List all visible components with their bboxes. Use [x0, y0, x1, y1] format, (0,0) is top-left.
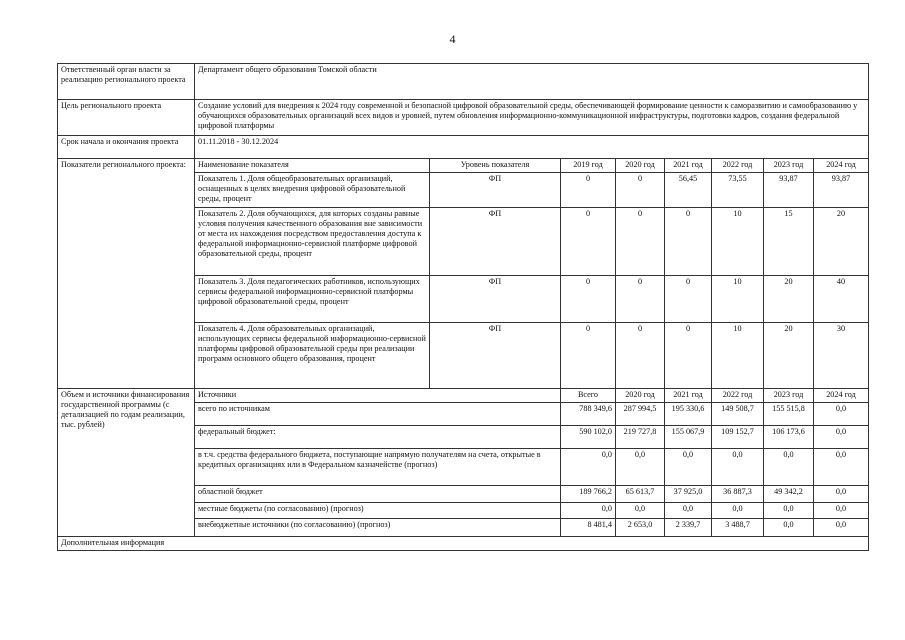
- financing-header-year: 2021 год: [665, 389, 712, 403]
- financing-value: 788 349,6: [561, 403, 616, 426]
- financing-source: в т.ч. средства федерального бюджета, поступающие напрямую получателям на счета, открытые в кредитных организациях или в Федеральном казначействе (прогноз): [195, 449, 561, 486]
- project-passport-table: [57, 63, 869, 551]
- indicator-value: 0: [616, 208, 665, 276]
- indicators-header-level: Уровень показателя: [430, 159, 561, 173]
- indicator-value: 0: [616, 276, 665, 323]
- financing-header-row: [58, 389, 869, 403]
- indicator-value: 93,87: [814, 173, 869, 208]
- financing-source: областной бюджет: [195, 486, 561, 503]
- indicators-label: Показатели регионального проекта:: [58, 159, 195, 389]
- financing-value: 0,0: [561, 503, 616, 519]
- indicator-name: Показатель 3. Доля педагогических работников, использующих сервисы федеральной информационно-сервисной платформы цифровой образовательной среды, процент: [195, 276, 430, 323]
- financing-value: 0,0: [712, 449, 764, 486]
- period-label: Срок начала и окончания проекта: [58, 136, 195, 159]
- financing-value: 0,0: [764, 503, 814, 519]
- indicators-header-name: Наименование показателя: [195, 159, 430, 173]
- indicator-value: 0: [561, 208, 616, 276]
- goal-label: Цель регионального проекта: [58, 100, 195, 136]
- financing-value: 65 613,7: [616, 486, 665, 503]
- indicators-header-year: 2023 год: [764, 159, 814, 173]
- financing-value: 590 102,0: [561, 426, 616, 449]
- page-number: 4: [449, 32, 456, 46]
- indicator-value: 0: [616, 173, 665, 208]
- indicator-value: 0: [665, 323, 712, 389]
- indicator-value: 40: [814, 276, 869, 323]
- financing-value: 0,0: [616, 503, 665, 519]
- financing-header-total: Всего: [561, 389, 616, 403]
- financing-value: 189 766,2: [561, 486, 616, 503]
- indicator-name: Показатель 1. Доля общеобразовательных организаций, оснащенных в целях внедрения цифровой образовательной среды, процент: [195, 173, 430, 208]
- financing-value: 36 887,3: [712, 486, 764, 503]
- indicator-value: 0: [665, 276, 712, 323]
- indicator-value: 0: [616, 323, 665, 389]
- financing-value: 0,0: [764, 449, 814, 486]
- indicator-value: 20: [764, 323, 814, 389]
- responsible-value: Департамент общего образования Томской области: [195, 64, 869, 100]
- indicator-value: 0: [561, 276, 616, 323]
- financing-value: 106 173,6: [764, 426, 814, 449]
- financing-value: 2 653,0: [616, 519, 665, 537]
- indicator-value: 20: [764, 276, 814, 323]
- financing-value: 49 342,2: [764, 486, 814, 503]
- indicator-value: 56,45: [665, 173, 712, 208]
- additional-info-label: Дополнительная информация: [58, 537, 869, 551]
- indicators-header-year: 2019 год: [561, 159, 616, 173]
- financing-value: 37 925,0: [665, 486, 712, 503]
- financing-header-year: 2020 год: [616, 389, 665, 403]
- indicator-value: 30: [814, 323, 869, 389]
- financing-value: 0,0: [561, 449, 616, 486]
- indicators-header-row: [58, 159, 869, 173]
- indicator-value: 10: [712, 323, 764, 389]
- indicator-value: 0: [561, 323, 616, 389]
- indicator-value: 10: [712, 276, 764, 323]
- financing-header-source: Источники: [195, 389, 561, 403]
- financing-header-year: 2023 год: [764, 389, 814, 403]
- financing-value: 8 481,4: [561, 519, 616, 537]
- financing-value: 0,0: [814, 519, 869, 537]
- goal-row: [58, 100, 869, 136]
- financing-value: 149 508,7: [712, 403, 764, 426]
- goal-value: Создание условий для внедрения к 2024 году современной и безопасной цифровой образовательной среды, обеспечивающей формирование ценности к саморазвитию и самообразованию у обучающихся образовательных организаций всех видов и уровней, путем обновления информационно-коммуникационной инфраструктуры, подготовки кадров, создания федеральной цифровой платформы: [195, 100, 869, 136]
- financing-source: федеральный бюджет:: [195, 426, 561, 449]
- financing-value: 0,0: [665, 503, 712, 519]
- financing-source: местные бюджеты (по согласованию) (прогноз): [195, 503, 561, 519]
- indicators-header-year: 2022 год: [712, 159, 764, 173]
- financing-value: 287 994,5: [616, 403, 665, 426]
- additional-info-row: [58, 537, 869, 551]
- indicator-value: 0: [665, 208, 712, 276]
- financing-value: 219 727,8: [616, 426, 665, 449]
- indicator-name: Показатель 2. Доля обучающихся, для которых созданы равные условия получения качественного образования вне зависимости от места их нахождения посредством предоставления доступа к федеральной информационно-сервисной платформе цифровой образовательной среды, процент: [195, 208, 430, 276]
- indicator-level: ФП: [430, 208, 561, 276]
- financing-value: 0,0: [814, 486, 869, 503]
- financing-value: 0,0: [712, 503, 764, 519]
- indicators-header-year: 2024 год: [814, 159, 869, 173]
- financing-value: 0,0: [665, 449, 712, 486]
- indicator-value: 93,87: [764, 173, 814, 208]
- financing-header-year: 2022 год: [712, 389, 764, 403]
- financing-value: 155 067,9: [665, 426, 712, 449]
- financing-value: 3 488,7: [712, 519, 764, 537]
- financing-value: 195 330,6: [665, 403, 712, 426]
- financing-source: внебюджетные источники (по согласованию) (прогноз): [195, 519, 561, 537]
- financing-value: 0,0: [814, 403, 869, 426]
- indicator-name: Показатель 4. Доля образовательных организаций, использующих сервисы федеральной информационно-сервисной платформы цифровой образовательной среды при реализации программ основного общего образования, процент: [195, 323, 430, 389]
- indicator-value: 20: [814, 208, 869, 276]
- period-row: [58, 136, 869, 159]
- responsible-row: [58, 64, 869, 100]
- financing-source: всего по источникам: [195, 403, 561, 426]
- financing-header-year: 2024 год: [814, 389, 869, 403]
- indicators-header-year: 2020 год: [616, 159, 665, 173]
- indicators-header-year: 2021 год: [665, 159, 712, 173]
- indicator-value: 0: [561, 173, 616, 208]
- financing-label: Объем и источники финансирования государственной программы (с детализацией по годам реализации, тыс. рублей): [58, 389, 195, 537]
- financing-value: 155 515,8: [764, 403, 814, 426]
- indicator-value: 10: [712, 208, 764, 276]
- financing-value: 0,0: [814, 503, 869, 519]
- financing-value: 0,0: [616, 449, 665, 486]
- financing-value: 0,0: [814, 426, 869, 449]
- indicator-value: 15: [764, 208, 814, 276]
- financing-value: 2 339,7: [665, 519, 712, 537]
- responsible-label: Ответственный орган власти за реализацию регионального проекта: [58, 64, 195, 100]
- financing-value: 0,0: [814, 449, 869, 486]
- period-value: 01.11.2018 - 30.12.2024: [195, 136, 869, 159]
- indicator-level: ФП: [430, 276, 561, 323]
- financing-value: 109 152,7: [712, 426, 764, 449]
- financing-value: 0,0: [764, 519, 814, 537]
- indicator-level: ФП: [430, 173, 561, 208]
- indicator-level: ФП: [430, 323, 561, 389]
- indicator-value: 73,55: [712, 173, 764, 208]
